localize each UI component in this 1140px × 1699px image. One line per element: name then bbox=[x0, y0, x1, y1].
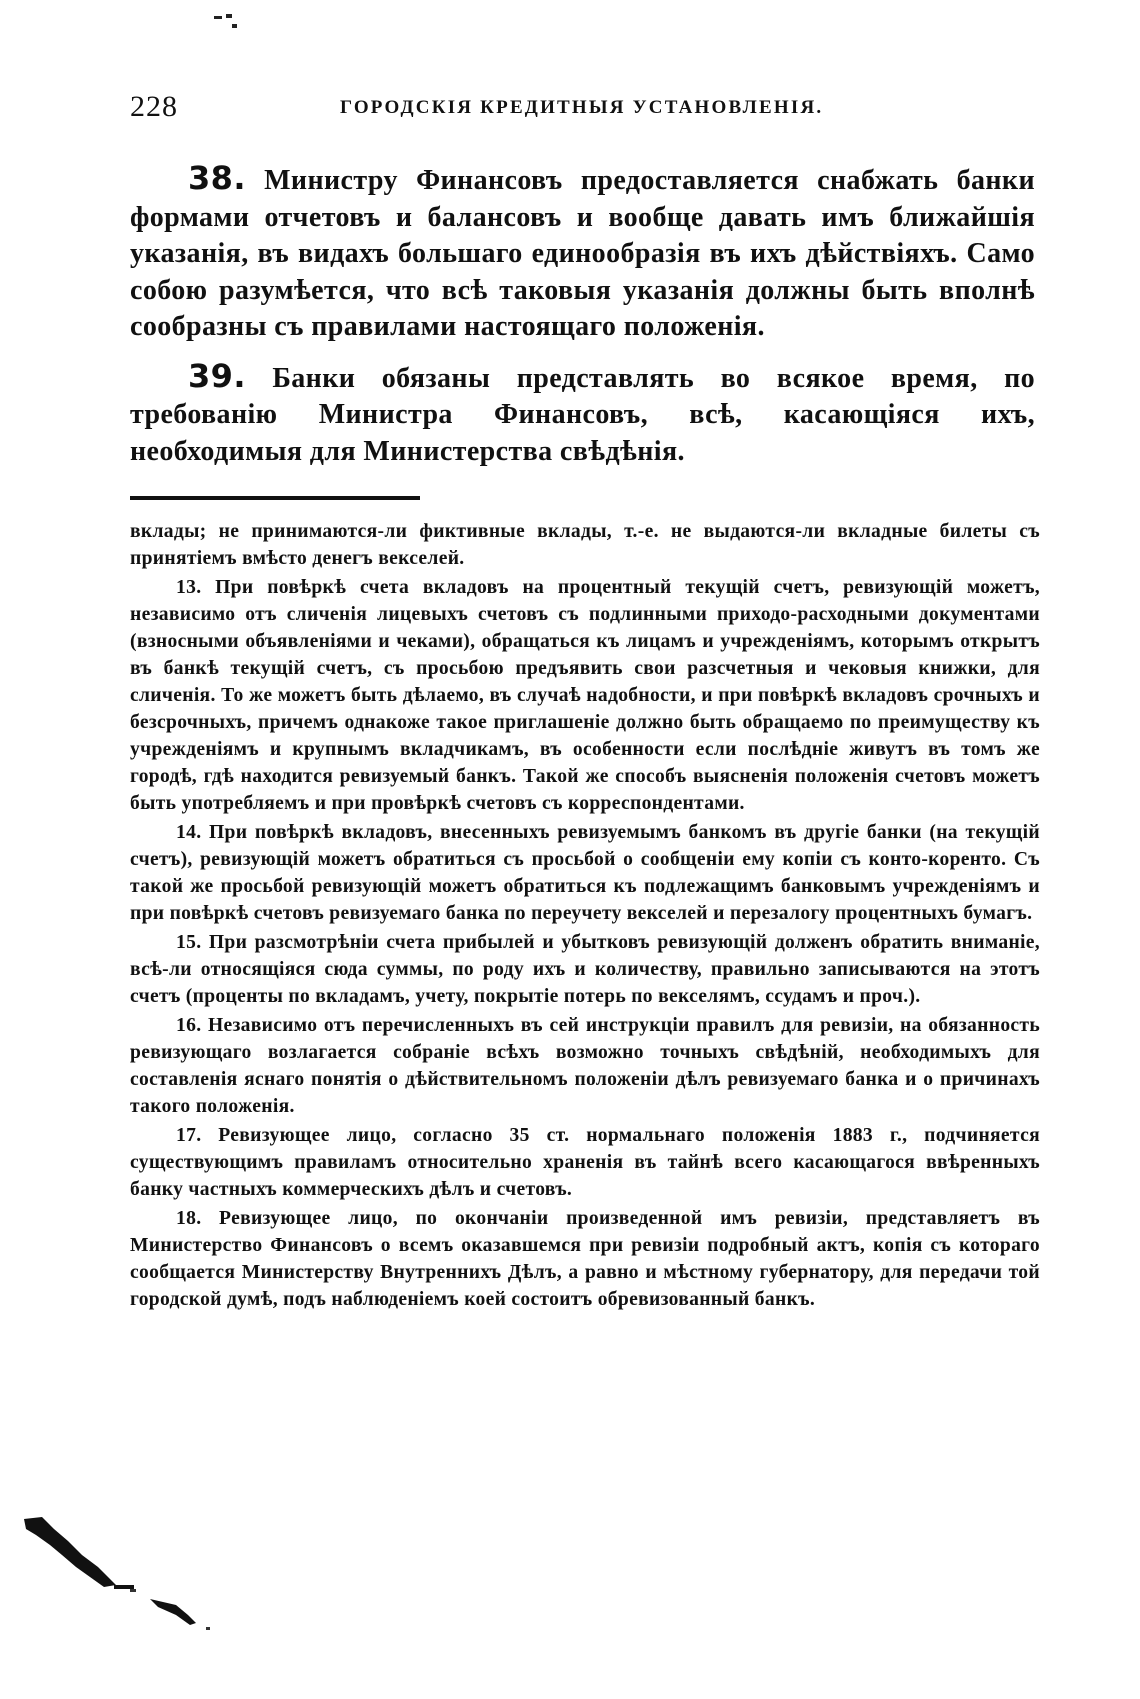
footnote-divider bbox=[130, 496, 420, 500]
article-number: 39. bbox=[188, 356, 246, 395]
footnote-item: 14. При повѣркѣ вкладовъ, внесенныхъ ревизуемымъ банкомъ въ другіе банки (на текущій счетъ), ревизующій можетъ обратиться съ просьбой о сообщеніи ему копіи съ конто-коренто. Съ такой же просьбой ревизующій можетъ обратиться къ подлежащимъ банковымъ учрежденіямъ и при повѣркѣ счетовъ ревизуемаго банка по переучету векселей и перезалогу процентныхъ бумагъ. bbox=[130, 822, 1040, 924]
footnote-item: 15. При разсмотрѣніи счета прибылей и убытковъ ревизующій долженъ обратить вниманіе, всѣ-ли относящіяся сюда суммы, по роду ихъ и количеству, правильно записываются на этотъ счетъ (проценты по вкладамъ, учету, покрытіе потерь по векселямъ, ссудамъ и проч.). bbox=[130, 932, 1040, 1007]
footnote-item: 18. Ревизующее лицо, по окончаніи произведенной имъ ревизіи, представляетъ въ Министерство Финансовъ о всемъ оказавшемся при ревизіи подробный актъ, копія съ котораго сообщается Министерству Внутреннихъ Дѣлъ, а равно и мѣстному губернатору, для передачи той городской думѣ, подъ наблюденіемъ коей состоитъ обревизованный банкъ. bbox=[130, 1208, 1040, 1310]
footnote-item: 16. Независимо отъ перечисленныхъ въ сей инструкціи правилъ для ревизіи, на обязанность ревизующаго возлагается собраніе всѣхъ возможно точныхъ свѣдѣній, необходимыхъ для составленія яснаго понятія о дѣйствительномъ положеніи дѣлъ ревизуемаго банка и о причинахъ такого положенія. bbox=[130, 1015, 1040, 1117]
article-number: 38. bbox=[188, 159, 246, 197]
article-38 bbox=[130, 160, 1035, 346]
scan-artifact-bottom-left bbox=[20, 1515, 220, 1635]
page-number: 228 bbox=[130, 90, 178, 123]
article-text: Министру Финансовъ предоставляется снабжать банки формами отчетовъ и балансовъ и вообще давать имъ ближайшія указанія, въ видахъ большаго единообразія въ ихъ дѣйствіяхъ. Само собою разумѣется, что всѣ таковыя указанія должны быть вполнѣ сообразны съ правилами настоящаго положенія. bbox=[130, 165, 1035, 342]
running-title: ГОРОДСКІЯ КРЕДИТНЫЯ УСТАНОВЛЕНІЯ. bbox=[340, 97, 824, 118]
footnotes bbox=[130, 518, 1040, 1315]
footnote-continuation: вклады; не принимаются-ли фиктивные вклады, т.-е. не выдаются-ли вкладные билеты съ принятіемъ вмѣсто денегъ векселей. bbox=[130, 521, 1040, 569]
page-header bbox=[130, 90, 1030, 130]
scan-artifact-top bbox=[212, 12, 252, 36]
footnote-item: 17. Ревизующее лицо, согласно 35 ст. нормальнаго положенія 1883 г., подчиняется существующимъ правиламъ относительно храненія въ тайнѣ всего касающагося ввѣренныхъ банку частныхъ коммерческихъ дѣлъ и счетовъ. bbox=[130, 1125, 1040, 1200]
footnote-item: 13. При повѣркѣ счета вкладовъ на процентный текущій счетъ, ревизующій можетъ, независимо отъ сличенія лицевыхъ счетовъ съ подлинными приходо-расходными документами (взносными объявленіями и чеками), обращаться къ лицамъ и учрежденіямъ, которымъ открытъ въ банкѣ текущій счетъ, съ просьбою предъявить свои разсчетныя и чековыя книжки, для сличенія. То же можетъ быть дѣлаемо, въ случаѣ надобности, и при повѣркѣ вкладовъ срочныхъ и безсрочныхъ, причемъ однакоже такое приглашеніе должно быть обращаемо по преимуществу къ учрежденіямъ и крупнымъ вкладчикамъ, въ особенности если послѣдніе живутъ въ томъ же городѣ, гдѣ находится ревизуемый банкъ. Такой же способъ выясненія положенія счетовъ можетъ быть употребляемъ и при провѣркѣ счетовъ съ корреспондентами. bbox=[130, 577, 1040, 814]
article-text: Банки обязаны представлять во всякое время, по требованію Министра Финансовъ, всѣ, касающіяся ихъ, необходимыя для Министерства свѣдѣнія. bbox=[130, 362, 1035, 467]
article-39 bbox=[130, 358, 1035, 471]
main-text bbox=[130, 160, 1035, 482]
